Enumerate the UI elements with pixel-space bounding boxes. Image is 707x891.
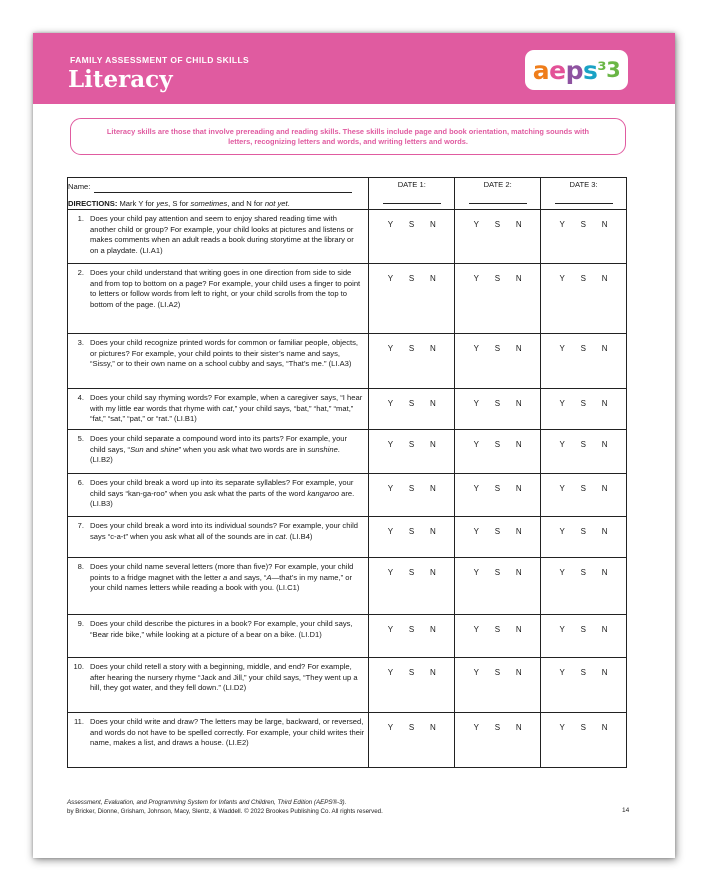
intro-callout: Literacy skills are those that involve prereading and reading skills. These skills include page and book orientation, matching sounds with letters, recognizing letters and words, and writing letters and words. [70, 118, 626, 155]
option-y[interactable]: Y [473, 220, 479, 230]
option-s[interactable]: S [408, 526, 415, 536]
option-s[interactable]: S [580, 526, 586, 536]
question-cell [68, 473, 369, 516]
date-3-response-cell [541, 334, 627, 389]
option-s[interactable]: S [408, 399, 415, 409]
option-n[interactable]: N [601, 439, 608, 449]
question-number: 11. [74, 716, 84, 726]
question-cell [68, 210, 369, 264]
option-n[interactable]: N [429, 399, 436, 409]
option-s[interactable]: S [494, 399, 501, 409]
option-s[interactable]: S [580, 567, 586, 577]
question-text: Does your child understand that writing goes in one direction from side to side and from top to bottom on a page? For example, your child uses a finger to point to letters or follow words from left to right, or your child scrolls from the top to bottom of the page. (LI.A2) [90, 268, 361, 309]
option-n[interactable]: N [601, 344, 608, 354]
date-2-response-cell [455, 516, 541, 557]
option-y[interactable]: Y [387, 567, 394, 577]
option-s[interactable]: S [408, 483, 415, 493]
option-y[interactable]: Y [473, 667, 479, 677]
question-text: Does your child describe the pictures in a book? For example, your child says, “Bear ride bike,” while looking at a picture of a bear on a bike. (LI.D1) [90, 618, 353, 639]
option-y[interactable]: Y [387, 274, 394, 284]
question-text: Does your child recognize printed words for common or familiar people, objects, or pictures? For example, your child points to their sister’s name and says, “Sissy,” or to their own name on a school cubby and says, “That’s me.” (LI.A3) [90, 338, 359, 369]
directions-run: not yet [264, 198, 288, 208]
date-3-field[interactable] [555, 203, 613, 204]
option-s[interactable]: S [408, 567, 415, 577]
option-y[interactable]: Y [559, 344, 565, 354]
date-1-cell [369, 178, 455, 210]
date-1-response-cell [369, 516, 455, 557]
question-number: 8. [77, 561, 84, 571]
question-cell [68, 389, 369, 430]
date-3-response-cell [541, 473, 627, 516]
question-cell [68, 516, 369, 557]
option-y[interactable]: Y [559, 722, 565, 732]
option-n[interactable]: N [429, 722, 436, 732]
option-n[interactable]: N [601, 624, 608, 634]
directions-run: sometimes [190, 198, 228, 208]
date-1-response-cell [369, 712, 455, 767]
question-row [68, 657, 627, 712]
option-n[interactable]: N [429, 220, 436, 230]
date-2-response-cell [455, 264, 541, 334]
name-label: Name: [68, 182, 91, 191]
option-y[interactable]: Y [387, 667, 394, 677]
date-1-label: DATE 1: [397, 180, 426, 189]
name-line [68, 182, 368, 193]
question-text: Does your child write and draw? The letters may be large, backward, or reversed, and words do not have to be spelled correctly. For example, your child writes their name, makes a list, and draws a house. (LI.E2) [90, 716, 365, 748]
option-y[interactable]: Y [387, 624, 394, 634]
option-s[interactable]: S [408, 624, 415, 634]
option-y[interactable]: Y [473, 722, 479, 732]
question-number: 4. [77, 393, 84, 403]
date-2-field[interactable] [469, 203, 527, 204]
option-n[interactable]: N [429, 274, 436, 284]
directions-run: , and N for [227, 198, 265, 208]
option-y[interactable]: Y [387, 483, 394, 493]
question-text: Does your child separate a compound word into its parts? For example, your child says, “Sun and shine” when you ask what two words are in sunshine. (LI.B2) [90, 433, 348, 465]
date-3-response-cell [541, 429, 627, 473]
question-cell [68, 264, 369, 334]
date-1-response-cell [369, 557, 455, 614]
option-s[interactable]: S [494, 722, 501, 732]
option-y[interactable]: Y [559, 624, 565, 634]
option-n[interactable]: N [429, 439, 436, 449]
question-row [68, 712, 627, 767]
date-2-response-cell [455, 429, 541, 473]
option-y[interactable]: Y [559, 526, 565, 536]
option-y[interactable]: Y [559, 667, 565, 677]
date-1-response-cell [369, 657, 455, 712]
date-2-response-cell [455, 389, 541, 430]
option-n[interactable]: N [429, 526, 436, 536]
question-number: 6. [77, 477, 84, 487]
date-3-response-cell [541, 264, 627, 334]
option-y[interactable]: Y [559, 274, 565, 284]
question-row [68, 473, 627, 516]
question-text: Does your child break a word into its individual sounds? For example, your child says “c-a-t” when you ask what all of the sounds are in cat. (LI.B4) [90, 520, 359, 541]
question-text: Does your child pay attention and seem to enjoy shared reading time with another child or group? For example, your child looks at pictures and listens or makes comments when an adult reads a book during storytime at the library or on a playdate. (LI.A1) [90, 214, 354, 255]
option-s[interactable]: S [580, 220, 586, 230]
option-n[interactable]: N [515, 722, 522, 732]
date-3-response-cell [541, 614, 627, 657]
date-1-response-cell [369, 334, 455, 389]
date-2-response-cell [455, 473, 541, 516]
option-y[interactable]: Y [473, 274, 479, 284]
option-n[interactable]: N [429, 344, 436, 354]
option-s[interactable]: S [580, 399, 586, 409]
question-text: Does your child retell a story with a beginning, middle, and end? For example, after hearing the nursery rhyme “Jack and Jill,” your child says, “They went up a hill, they got water, and they fell down.” (LI.D2) [90, 661, 358, 693]
question-number: 5. [77, 433, 84, 443]
option-s[interactable]: S [408, 722, 415, 732]
option-y[interactable]: Y [387, 526, 394, 536]
option-n[interactable]: N [515, 274, 522, 284]
name-field[interactable] [94, 185, 352, 193]
question-row [68, 334, 627, 389]
date-3-label: DATE 3: [569, 180, 598, 189]
date-2-response-cell [455, 210, 541, 264]
question-number: 1. [77, 214, 84, 224]
question-row [68, 614, 627, 657]
date-1-response-cell [369, 389, 455, 430]
option-s[interactable]: S [580, 344, 586, 354]
option-s[interactable]: S [408, 220, 415, 230]
question-cell [68, 557, 369, 614]
option-y[interactable]: Y [387, 220, 394, 230]
option-n[interactable]: N [515, 399, 522, 409]
option-s[interactable]: S [408, 667, 415, 677]
option-y[interactable]: Y [559, 483, 565, 493]
header-band [33, 33, 675, 104]
date-3-response-cell [541, 657, 627, 712]
option-s[interactable]: S [494, 274, 501, 284]
question-row [68, 264, 627, 334]
footer-citation [67, 799, 383, 816]
option-y[interactable]: Y [387, 439, 394, 449]
assessment-table [67, 177, 627, 768]
option-n[interactable]: N [515, 624, 522, 634]
question-text: Does your child say rhyming words? For example, when a caregiver says, “I hear with my little ear words that rhyme with cat,” your child says, “bat,” “hat,” “mat,” “fat,” “sat,” “pat,” or “rat.” (LI.B1) [90, 393, 363, 424]
option-s[interactable]: S [580, 722, 586, 732]
date-2-cell [455, 178, 541, 210]
option-n[interactable]: N [601, 274, 608, 284]
question-number: 10. [73, 661, 84, 671]
option-s[interactable]: S [494, 439, 501, 449]
option-n[interactable]: N [429, 567, 436, 577]
date-1-response-cell [369, 473, 455, 516]
option-y[interactable]: Y [473, 526, 479, 536]
date-1-response-cell [369, 429, 455, 473]
date-3-response-cell [541, 389, 627, 430]
option-s[interactable]: S [580, 439, 586, 449]
header-eyebrow: FAMILY ASSESSMENT OF CHILD SKILLS [70, 55, 250, 65]
directions-label: DIRECTIONS: [68, 198, 118, 208]
question-number: 7. [77, 520, 84, 530]
option-n[interactable]: N [515, 483, 522, 493]
question-cell [68, 712, 369, 767]
worksheet-page [33, 33, 675, 858]
question-row [68, 429, 627, 473]
date-1-response-cell [369, 210, 455, 264]
option-y[interactable]: Y [387, 399, 394, 409]
option-s[interactable]: S [494, 526, 501, 536]
option-y[interactable]: Y [559, 399, 565, 409]
option-y[interactable]: Y [473, 344, 479, 354]
option-s[interactable]: S [494, 220, 501, 230]
option-y[interactable]: Y [387, 344, 394, 354]
date-2-response-cell [455, 334, 541, 389]
date-2-response-cell [455, 557, 541, 614]
question-number: 3. [77, 338, 84, 348]
option-s[interactable]: S [408, 274, 415, 284]
date-3-cell [541, 178, 627, 210]
page-number: 14 [622, 807, 630, 814]
option-s[interactable]: S [408, 439, 415, 449]
option-s[interactable]: S [494, 483, 501, 493]
question-number: 9. [77, 618, 84, 628]
option-n[interactable]: N [515, 667, 522, 677]
name-directions-cell [68, 178, 369, 210]
question-text: Does your child break a word up into its separate syllables? For example, your child says “kan-ga-roo” when you ask what the parts of the word kangaroo are. (LI.B3) [90, 477, 355, 509]
date-3-response-cell [541, 210, 627, 264]
date-1-response-cell [369, 614, 455, 657]
date-3-response-cell [541, 712, 627, 767]
option-y[interactable]: Y [473, 399, 479, 409]
question-row [68, 557, 627, 614]
option-n[interactable]: N [601, 220, 608, 230]
page-title: Literacy [68, 66, 173, 93]
option-n[interactable]: N [429, 483, 436, 493]
question-row [68, 516, 627, 557]
option-y[interactable]: Y [559, 439, 565, 449]
aeps3-logo: a e p s ³ 3 [525, 50, 628, 90]
date-1-field[interactable] [383, 203, 441, 204]
date-2-response-cell [455, 657, 541, 712]
directions-run: . [287, 198, 290, 208]
option-s[interactable]: S [494, 667, 501, 677]
option-s[interactable]: S [580, 483, 586, 493]
question-cell [68, 614, 369, 657]
date-2-label: DATE 2: [483, 180, 512, 189]
option-s[interactable]: S [580, 624, 586, 634]
option-n[interactable]: N [601, 722, 608, 732]
directions-run: yes [156, 198, 169, 208]
question-row [68, 210, 627, 264]
option-y[interactable]: Y [473, 567, 479, 577]
option-y[interactable]: Y [473, 439, 479, 449]
option-s[interactable]: S [494, 344, 501, 354]
question-text: Does your child name several letters (more than five)? For example, your child points to a fridge magnet with the letter a and says, “A—that’s in my name,” or your child names letters while reading a book with you. (LI.C1) [90, 561, 354, 593]
option-n[interactable]: N [429, 667, 436, 677]
option-s[interactable]: S [408, 344, 415, 354]
option-y[interactable]: Y [559, 567, 565, 577]
footer-line-2: by Bricker, Dionne, Grisham, Johnson, Macy, Slentz, & Waddell. © 2022 Brookes Publishing Co. All rights reserved. [67, 807, 383, 815]
question-number: 2. [77, 268, 84, 278]
directions-run: , S for [168, 198, 191, 208]
directions-text [68, 199, 368, 210]
option-n[interactable]: N [429, 624, 436, 634]
option-s[interactable]: S [580, 274, 586, 284]
date-3-response-cell [541, 557, 627, 614]
date-3-response-cell [541, 516, 627, 557]
form-header-row [68, 178, 627, 210]
directions-run: Mark Y for [117, 198, 157, 208]
question-row [68, 389, 627, 430]
option-n[interactable]: N [515, 220, 522, 230]
question-cell [68, 657, 369, 712]
option-s[interactable]: S [580, 667, 586, 677]
option-y[interactable]: Y [559, 220, 565, 230]
option-n[interactable]: N [601, 399, 608, 409]
option-n[interactable]: N [601, 526, 608, 536]
option-n[interactable]: N [601, 667, 608, 677]
question-cell [68, 334, 369, 389]
option-n[interactable]: N [515, 344, 522, 354]
date-2-response-cell [455, 712, 541, 767]
option-s[interactable]: S [494, 567, 501, 577]
option-n[interactable]: N [515, 439, 522, 449]
option-n[interactable]: N [515, 567, 522, 577]
date-1-response-cell [369, 264, 455, 334]
option-n[interactable]: N [601, 483, 608, 493]
option-y[interactable]: Y [473, 483, 479, 493]
date-2-response-cell [455, 614, 541, 657]
question-cell [68, 429, 369, 473]
option-y[interactable]: Y [473, 624, 479, 634]
option-n[interactable]: N [601, 567, 608, 577]
option-s[interactable]: S [494, 624, 501, 634]
option-n[interactable]: N [515, 526, 522, 536]
option-y[interactable]: Y [387, 722, 394, 732]
footer-line-1: Assessment, Evaluation, and Programming System for Infants and Children, Third Edition (AEPS®-3). [67, 799, 347, 806]
